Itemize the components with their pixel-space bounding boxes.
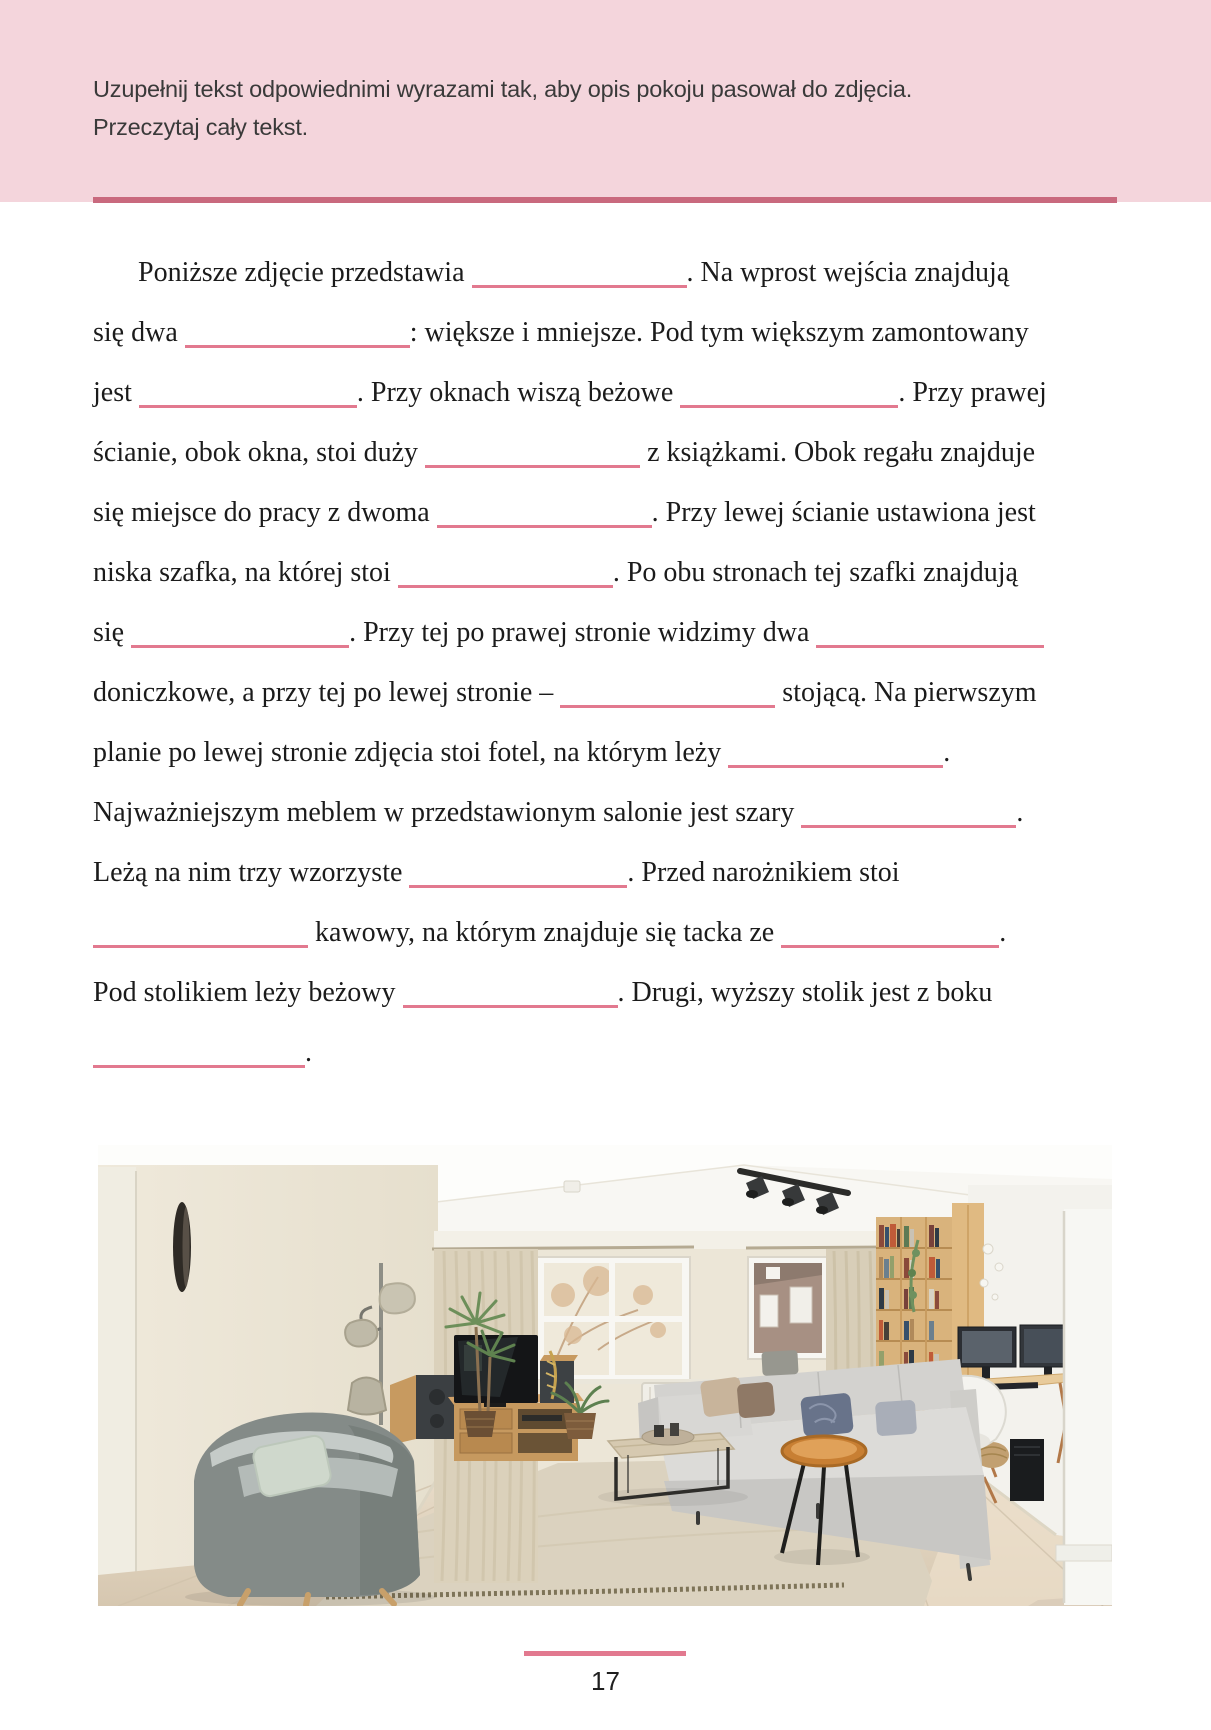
exercise-text-segment: : większe i mniejsze. Pod tym większym zamontowany	[409, 317, 1029, 348]
fill-in-blank[interactable]	[185, 315, 410, 348]
exercise-text-segment: . Na wprost wejścia znajdują	[686, 257, 1010, 288]
tray	[642, 1429, 694, 1445]
fill-in-blank[interactable]	[93, 915, 308, 948]
fill-in-blank[interactable]	[781, 915, 999, 948]
exercise-line	[93, 663, 1117, 723]
exercise-text-segment: . Przy tej po prawej stronie widzimy dwa	[349, 617, 817, 648]
exercise-text-segment: Poniższe zdjęcie przedstawia	[138, 257, 472, 288]
instruction-box	[0, 0, 1211, 202]
exercise-text-segment: .	[305, 1037, 312, 1068]
living-room-illustration	[98, 1145, 1112, 1606]
exercise-text-segment: z książkami. Obok regału znajduje	[640, 437, 1036, 468]
fill-in-blank[interactable]	[425, 435, 640, 468]
footer-rule	[524, 1651, 686, 1656]
cup	[670, 1423, 679, 1436]
sofa-headrest	[761, 1350, 798, 1376]
exercise-line	[93, 243, 1117, 303]
exercise-line	[93, 303, 1117, 363]
exercise-line	[93, 543, 1117, 603]
exercise-text-segment: się	[93, 617, 132, 648]
exercise-text-segment: .	[943, 737, 951, 768]
fill-in-blank[interactable]	[728, 735, 943, 768]
exercise-text-segment: Leżą na nim trzy wzorzyste	[93, 857, 410, 888]
exercise-text-segment: . Przy oknach wiszą beżowe	[356, 377, 681, 408]
exercise-line	[93, 963, 1117, 1023]
fill-in-blank[interactable]	[403, 975, 618, 1008]
exercise-text-segment: kawowy, na którym znajduje się tacka ze	[308, 917, 782, 948]
fill-in-blank[interactable]	[409, 855, 627, 888]
exercise-text-segment: Pod stolikiem leży beżowy	[93, 977, 403, 1008]
fill-in-blank[interactable]	[680, 375, 898, 408]
instruction-text-line2: Przeczytaj cały tekst.	[93, 114, 308, 140]
speaker-left	[390, 1375, 416, 1445]
exercise-text-segment: planie po lewej stronie zdjęcia stoi fotel, na którym leży	[93, 737, 729, 768]
curtain-rod	[432, 1247, 890, 1249]
armchair	[185, 1413, 435, 1606]
header-rule	[93, 197, 1117, 203]
room-photo	[98, 1145, 1112, 1606]
pc-tower	[1010, 1439, 1044, 1501]
exercise-line	[93, 783, 1117, 843]
wall-clock	[173, 1202, 191, 1292]
exercise-text-segment: niska szafka, na której stoi	[93, 557, 398, 588]
exercise-line	[93, 723, 1117, 783]
page-number: 17	[591, 1666, 620, 1696]
fill-in-blank[interactable]	[93, 1035, 305, 1068]
exercise-text-segment: Najważniejszym meblem w przedstawionym salonie jest szary	[93, 797, 802, 828]
exercise-line	[93, 903, 1117, 963]
exercise-line	[93, 1023, 1117, 1083]
exercise-text-segment: .	[1016, 797, 1024, 828]
fill-in-blank[interactable]	[437, 495, 652, 528]
exercise-line	[93, 363, 1117, 423]
exercise-text-segment: .	[999, 917, 1007, 948]
fill-in-blank[interactable]	[560, 675, 775, 708]
fill-in-blank[interactable]	[472, 255, 687, 288]
exercise-text-segment: . Przed narożnikiem stoi	[627, 857, 900, 888]
exercise-text-segment: jest	[93, 377, 139, 408]
exercise-text-segment: doniczkowe, a przy tej po lewej stronie –	[93, 677, 561, 708]
instruction-text-line1: Uzupełnij tekst odpowiednimi wyrazami tak, aby opis pokoju pasował do zdjęcia.	[93, 76, 913, 102]
exercise-text-segment: się dwa	[93, 317, 185, 348]
exercise-line	[93, 423, 1117, 483]
fill-in-blank[interactable]	[398, 555, 613, 588]
fill-in-blank[interactable]	[131, 615, 349, 648]
exercise-line	[93, 843, 1117, 903]
fill-in-blank[interactable]	[816, 615, 1044, 648]
exercise-text-segment: . Przy prawej	[898, 377, 1047, 408]
exercise-line	[93, 483, 1117, 543]
exercise-text	[93, 243, 1117, 1083]
fill-in-blank[interactable]	[801, 795, 1016, 828]
exercise-line	[93, 603, 1117, 663]
exercise-text-segment: . Przy lewej ścianie ustawiona jest	[651, 497, 1036, 528]
fill-in-blank[interactable]	[139, 375, 357, 408]
window-small	[748, 1257, 828, 1359]
exercise-text-segment: . Po obu stronach tej szafki znajdują	[612, 557, 1018, 588]
smoke-detector	[564, 1181, 580, 1192]
exercise-text-segment: się miejsce do pracy z dwoma	[93, 497, 437, 528]
cup	[654, 1425, 664, 1437]
exercise-text-segment: stojącą. Na pierwszym	[775, 677, 1037, 708]
exercise-text-segment: ścianie, obok okna, stoi duży	[93, 437, 426, 468]
exercise-text-segment: . Drugi, wyższy stolik jest z boku	[617, 977, 993, 1008]
